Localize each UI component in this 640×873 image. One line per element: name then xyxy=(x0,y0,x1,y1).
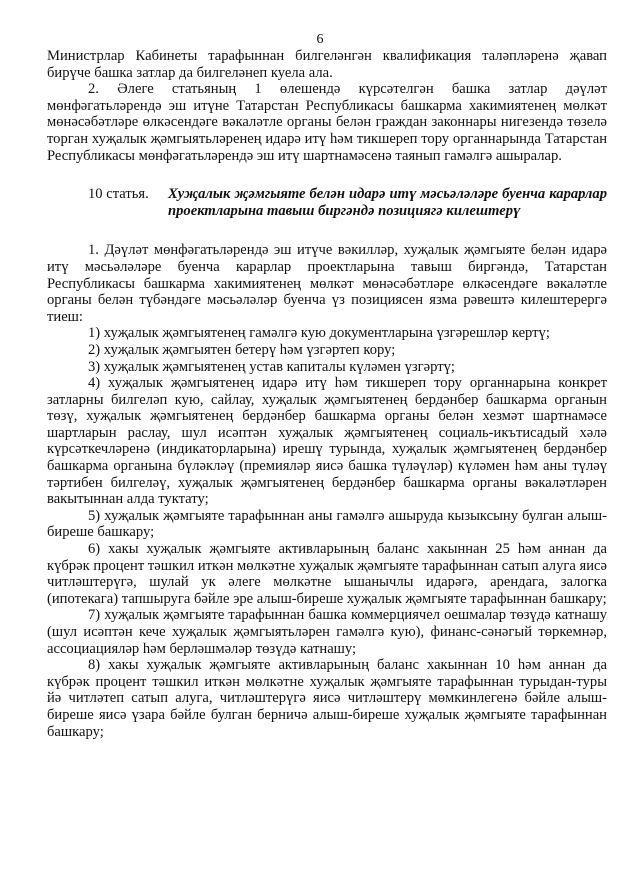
paragraph-continued: Министрлар Кабинеты тарафыннан билгеләнгән квалификация таләпләренә җавап бирүче башка затлар да билгеләнеп куела ала. xyxy=(47,48,607,81)
article-heading xyxy=(88,186,607,219)
list-item: 5) хуҗалык җәмгыяте тарафыннан аны гамәлгә ашыруда кызыксыну булган алыш-биреше башкару; xyxy=(47,507,607,541)
paragraph-item-2: 2. Әлеге статьяның 1 өлешендә күрсәтелгән башка затлар дәүләт мөнфәгатьләрендә эш итүне Татарстан Республикасы башкарма хакимиятенең мөлкәт мөнәсәбәтләре өлкәсендәге вәкаләтле органы белән граждан законнары нигезендә төзелә торган хуҗалык җәмгыятьләренең идарә итү һәм тикшереп тору органнарында Татарстан Республикасы мөнфәгатьләрендә эш итү шартнамәсенә таянып гамәлгә ашыралар. xyxy=(47,81,607,164)
article-number: 10 статья. xyxy=(88,186,149,203)
list-item: 3) хуҗалык җәмгыятенең устав капиталы күләмен үзгәртү; xyxy=(88,358,455,375)
list-item: 4) хуҗалык җәмгыятенең идарә итү һәм тикшереп тору органнарына конкрет затларны билгеләп кую, сайлау, хуҗалык җәмгыятенең бердәнбер башкарма органын төзү, хуҗалык җәмгыятенең бердәнбер башкарма органы белән хезмәт шартнамәсе шартларын раслау, шул исәптән хуҗалык җәмгыятенең социаль-икътисадый хәлә күрсәткечләренә (индикаторларына) ирешү турында, хуҗалык җәмгыятенең бердәнбер башкарма органына бүләкләү (премияләр яисә башка түләүләр) күләмен һәм аны түләү тәртибен билгеләү, хуҗалык җәмгыятенең бердәнбер башкарма органы вәкаләтләрен вакытыннан алда туктату; xyxy=(47,375,607,508)
list-item: 1) хуҗалык җәмгыятенең гамәлгә кую документларына үзгәрешләр кертү; xyxy=(88,325,550,342)
list-item: 8) хакы хуҗалык җәмгыяте активларының баланс хакыннан 10 һәм аннан да күбрәк процент тәшкил иткән мөлкәтне хуҗалык җәмгыяте тарафыннан турыдан-туры йә читләтеп сатып алуга, читләштерүгә яисә читләштерү мөмкинлегенә бәйле алыш-биреше яисә үзара бәйле булган берничә алыш-биреше хуҗалык җәмгыяте тарафыннан башкару; xyxy=(47,657,607,740)
article-title: Хуҗалык җәмгыяте белән идарә итү мәсьәләләре буенча карарлар проектларына тавыш биргәндә позициягә килештерү xyxy=(168,186,607,219)
paragraph: 1. Дәүләт мөнфәгатьләрендә эш итүче вәкилләр, хуҗалык җәмгыяте белән идарә итү мәсьәләләре буенча карарлар проектларына тавыш биргәндә, Татарстан Республикасы башкарма хакимиятенең мөлкәт мөнәсәбәтләре өлкәсендәге вәкаләтле органы белән түбәндәге мәсьәләләр буенча үз позициясен язма рәвештә килештерергә тиеш: xyxy=(47,242,607,325)
page-number: 6 xyxy=(316,32,324,47)
list-item: 2) хуҗалык җәмгыятен бетерү һәм үзгәртеп кору; xyxy=(88,341,396,358)
list-item: 6) хакы хуҗалык җәмгыяте активларының баланс хакыннан 25 һәм аннан да күбрәк процент тәшкил иткән мөлкәтне хуҗалык җәмгыяте тарафыннан сатып алуга яисә читләштерүгә, шулай ук әлеге мөлкәтне ышанычлы идарәгә, арендага, залогка (ипотекага) тапшыруга бәйле эре алыш-биреше хуҗалык җәмгыяте тарафыннан башкару; xyxy=(47,541,607,607)
list-item: 7) хуҗалык җәмгыяте тарафыннан башка коммерциячел оешмалар төзүдә катнашу (шул исәптән кече хуҗалык җәмгыятьләрен гамәлгә кую), финанс-сәнәгый төркемнәр, ассоциацияләр һәм берләшмәләр төзүдә катнашу; xyxy=(47,607,607,657)
document-body xyxy=(47,48,607,740)
